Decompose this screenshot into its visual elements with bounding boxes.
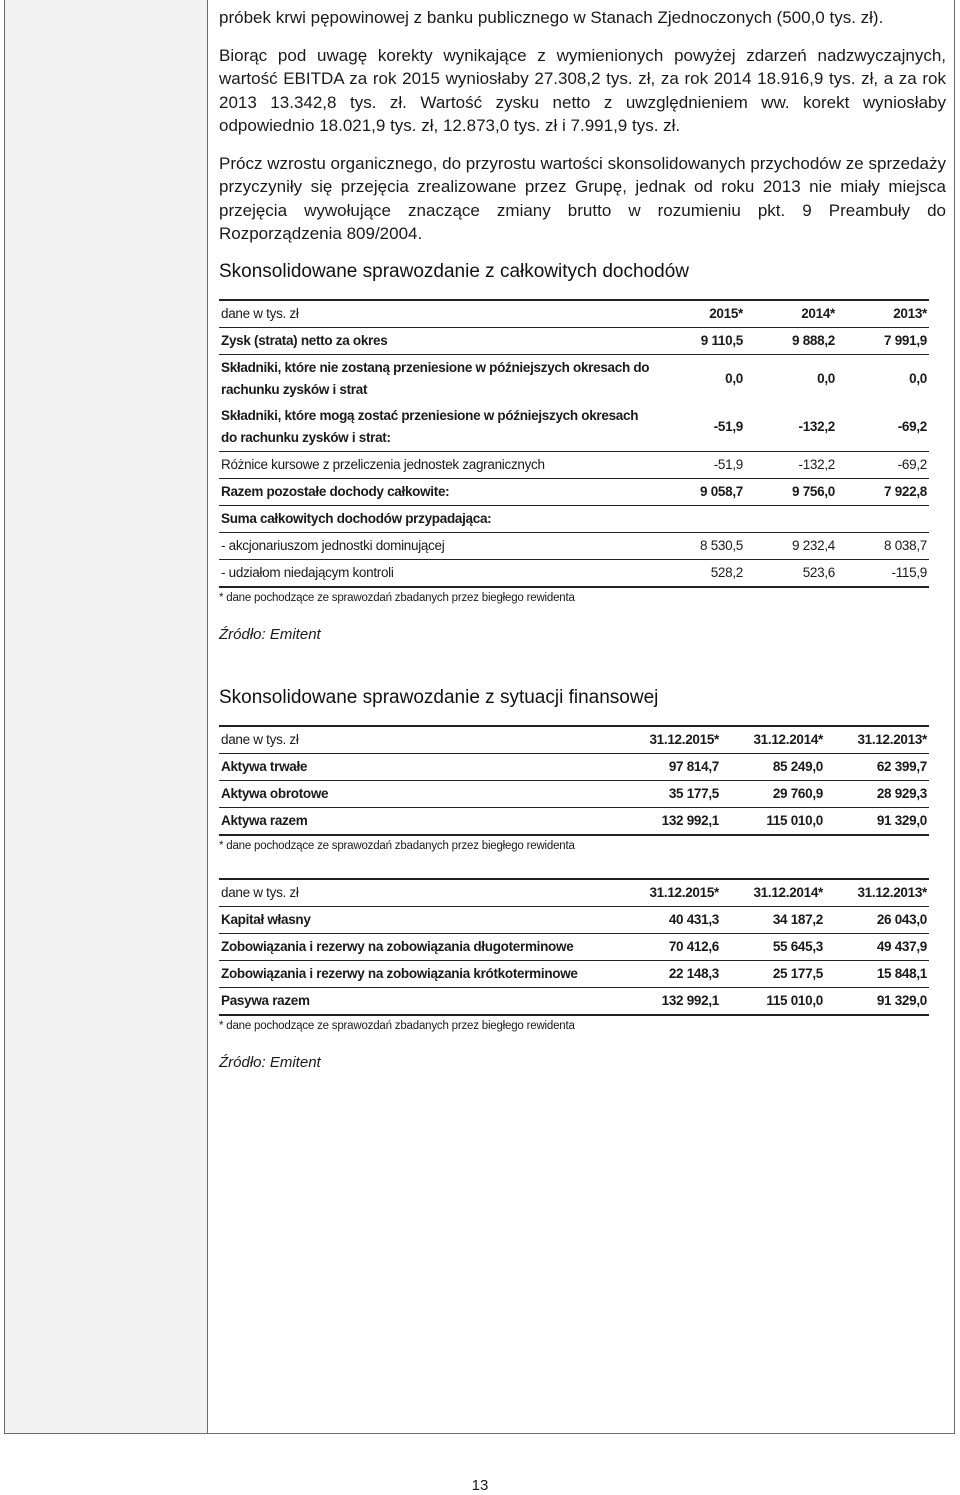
document-content (219, 6, 946, 1071)
cell-value: 35 177,5 (617, 780, 721, 807)
cell-value: 0,0 (725, 370, 743, 386)
table-header-row (219, 300, 929, 328)
cell-value: -115,9 (837, 559, 929, 587)
income-source: Źródło: Emitent (219, 625, 321, 643)
row-label: Zysk (strata) netto za okres (219, 327, 653, 354)
cell-value: -69,2 (837, 451, 929, 478)
cell-value: 25 177,5 (721, 960, 825, 987)
cell-value: 8 530,5 (653, 532, 745, 559)
cell-value: 70 412,6 (617, 933, 721, 960)
cell-value: -51,9 (653, 403, 745, 452)
table-row (219, 960, 929, 987)
row-label: Razem pozostałe dochody całkowite: (219, 478, 653, 505)
header-2013: 31.12.2013* (825, 879, 929, 907)
cell-value: 26 043,0 (825, 906, 929, 933)
cell-value: 0,0 (817, 370, 835, 386)
cell-value: 132 992,1 (617, 807, 721, 835)
cell-value: 115 010,0 (721, 807, 825, 835)
cell-value: 97 814,7 (617, 753, 721, 780)
header-2015: 2015* (653, 300, 745, 328)
cell-value: 22 148,3 (617, 960, 721, 987)
income-statement-title: Skonsolidowane sprawozdanie z całkowitych dochodów (219, 260, 689, 282)
cell-value: -51,9 (653, 451, 745, 478)
row-label: - udziałom niedającym kontroli (219, 559, 653, 587)
table-row (219, 505, 929, 532)
cell-value: 55 645,3 (721, 933, 825, 960)
header-unit: dane w tys. zł (219, 879, 617, 907)
header-2013: 2013* (837, 300, 929, 328)
row-label: Aktywa obrotowe (219, 780, 617, 807)
cell-value: 7 922,8 (837, 478, 929, 505)
income-statement-table (219, 299, 929, 588)
paragraph-acquisitions: Prócz wzrostu organicznego, do przyrostu wartości skonsolidowanych przychodów ze sprzedaży przyczyniły się przejęcia zrealizowane przez Grupę, jednak od roku 2013 nie miały miejsca przejęcia wywołujące znaczące zmiany brutto w rozumieniu pkt. 9 Preambuły do Rozporządzenia 809/2004. (219, 153, 946, 243)
header-2014: 31.12.2014* (721, 726, 825, 754)
cell-value: 0,0 (909, 370, 927, 386)
table-row (219, 532, 929, 559)
cell-value (745, 505, 837, 532)
row-label: Składniki, które mogą zostać przeniesione w późniejszych okresach do rachunku zysków i strat: (221, 407, 639, 445)
header-2014: 31.12.2014* (721, 879, 825, 907)
cell-value: 29 760,9 (721, 780, 825, 807)
row-label: Składniki, które nie zostaną przeniesione w późniejszych okresach do rachunku zysków i strat (221, 359, 650, 397)
liabilities-audit-note: * dane pochodzące ze sprawozdań zbadanych przez biegłego rewidenta (219, 1019, 575, 1032)
row-label: Kapitał własny (219, 906, 617, 933)
cell-value: 528,2 (653, 559, 745, 587)
cell-value: 28 929,3 (825, 780, 929, 807)
row-label: Zobowiązania i rezerwy na zobowiązania długoterminowe (219, 933, 617, 960)
cell-value: 15 848,1 (825, 960, 929, 987)
cell-value: 49 437,9 (825, 933, 929, 960)
header-2015: 31.12.2015* (617, 879, 721, 907)
cell-value: -132,2 (745, 451, 837, 478)
cell-value: 85 249,0 (721, 753, 825, 780)
row-label: Aktywa razem (219, 807, 617, 835)
header-unit: dane w tys. zł (219, 300, 653, 328)
header-2014: 2014* (745, 300, 837, 328)
assets-table (219, 725, 929, 836)
cell-value (653, 505, 745, 532)
cell-value: 523,6 (745, 559, 837, 587)
cell-value: 9 110,5 (653, 327, 745, 354)
paragraph-cord-blood: próbek krwi pępowinowej z banku publicznego w Stanach Zjednoczonych (500,0 tys. zł). (219, 8, 884, 27)
table-row (219, 753, 929, 780)
row-label: Suma całkowitych dochodów przypadająca: (219, 505, 653, 532)
header-unit: dane w tys. zł (219, 726, 617, 754)
income-audit-note: * dane pochodzące ze sprawozdań zbadanych przez biegłego rewidenta (219, 591, 575, 604)
row-label: Aktywa trwałe (219, 753, 617, 780)
table-row (219, 559, 929, 587)
table-header-row (219, 879, 929, 907)
cell-value: 34 187,2 (721, 906, 825, 933)
cell-value: 9 058,7 (653, 478, 745, 505)
row-label: Różnice kursowe z przeliczenia jednostek zagranicznych (219, 451, 653, 478)
cell-value: 8 038,7 (837, 532, 929, 559)
cell-value: 91 329,0 (825, 987, 929, 1015)
table-row (219, 807, 929, 835)
table-row (219, 780, 929, 807)
liabilities-table (219, 878, 929, 1016)
table-row (219, 403, 929, 452)
cell-value (837, 505, 929, 532)
table-row (219, 987, 929, 1015)
balance-source: Źródło: Emitent (219, 1053, 321, 1071)
table-header-row (219, 726, 929, 754)
row-label: - akcjonariuszom jednostki dominującej (219, 532, 653, 559)
table-row (219, 451, 929, 478)
cell-value: -69,2 (837, 403, 929, 452)
cell-value: 9 232,4 (745, 532, 837, 559)
row-label: Pasywa razem (219, 987, 617, 1015)
cell-value: 40 431,3 (617, 906, 721, 933)
cell-value: 9 756,0 (745, 478, 837, 505)
row-label: Zobowiązania i rezerwy na zobowiązania krótkoterminowe (219, 960, 617, 987)
table-row (219, 354, 929, 403)
cell-value: 7 991,9 (837, 327, 929, 354)
cell-value: -132,2 (745, 403, 837, 452)
table-row (219, 478, 929, 505)
cell-value: 115 010,0 (721, 987, 825, 1015)
assets-audit-note: * dane pochodzące ze sprawozdań zbadanych przez biegłego rewidenta (219, 839, 575, 852)
table-row (219, 933, 929, 960)
header-2013: 31.12.2013* (825, 726, 929, 754)
page-number: 13 (471, 1477, 489, 1494)
table-row (219, 906, 929, 933)
table-row (219, 327, 929, 354)
cell-value: 9 888,2 (745, 327, 837, 354)
cell-value: 62 399,7 (825, 753, 929, 780)
cell-value: 91 329,0 (825, 807, 929, 835)
paragraph-ebitda: Biorąc pod uwagę korekty wynikające z wymienionych powyżej zdarzeń nadzwyczajnych, wartość EBITDA za rok 2015 wyniosłaby 27.308,2 tys. zł, za rok 2014 18.916,9 tys. zł, a za rok 2013 13.342,8 tys. zł. Wartość zysku netto z uwzględnieniem ww. korekt wyniosłaby odpowiednio 18.021,9 tys. zł, 12.873,0 tys. zł i 7.991,9 tys. zł. (219, 45, 946, 135)
cell-value: 132 992,1 (617, 987, 721, 1015)
balance-sheet-title: Skonsolidowane sprawozdanie z sytuacji finansowej (219, 686, 659, 708)
header-2015: 31.12.2015* (617, 726, 721, 754)
